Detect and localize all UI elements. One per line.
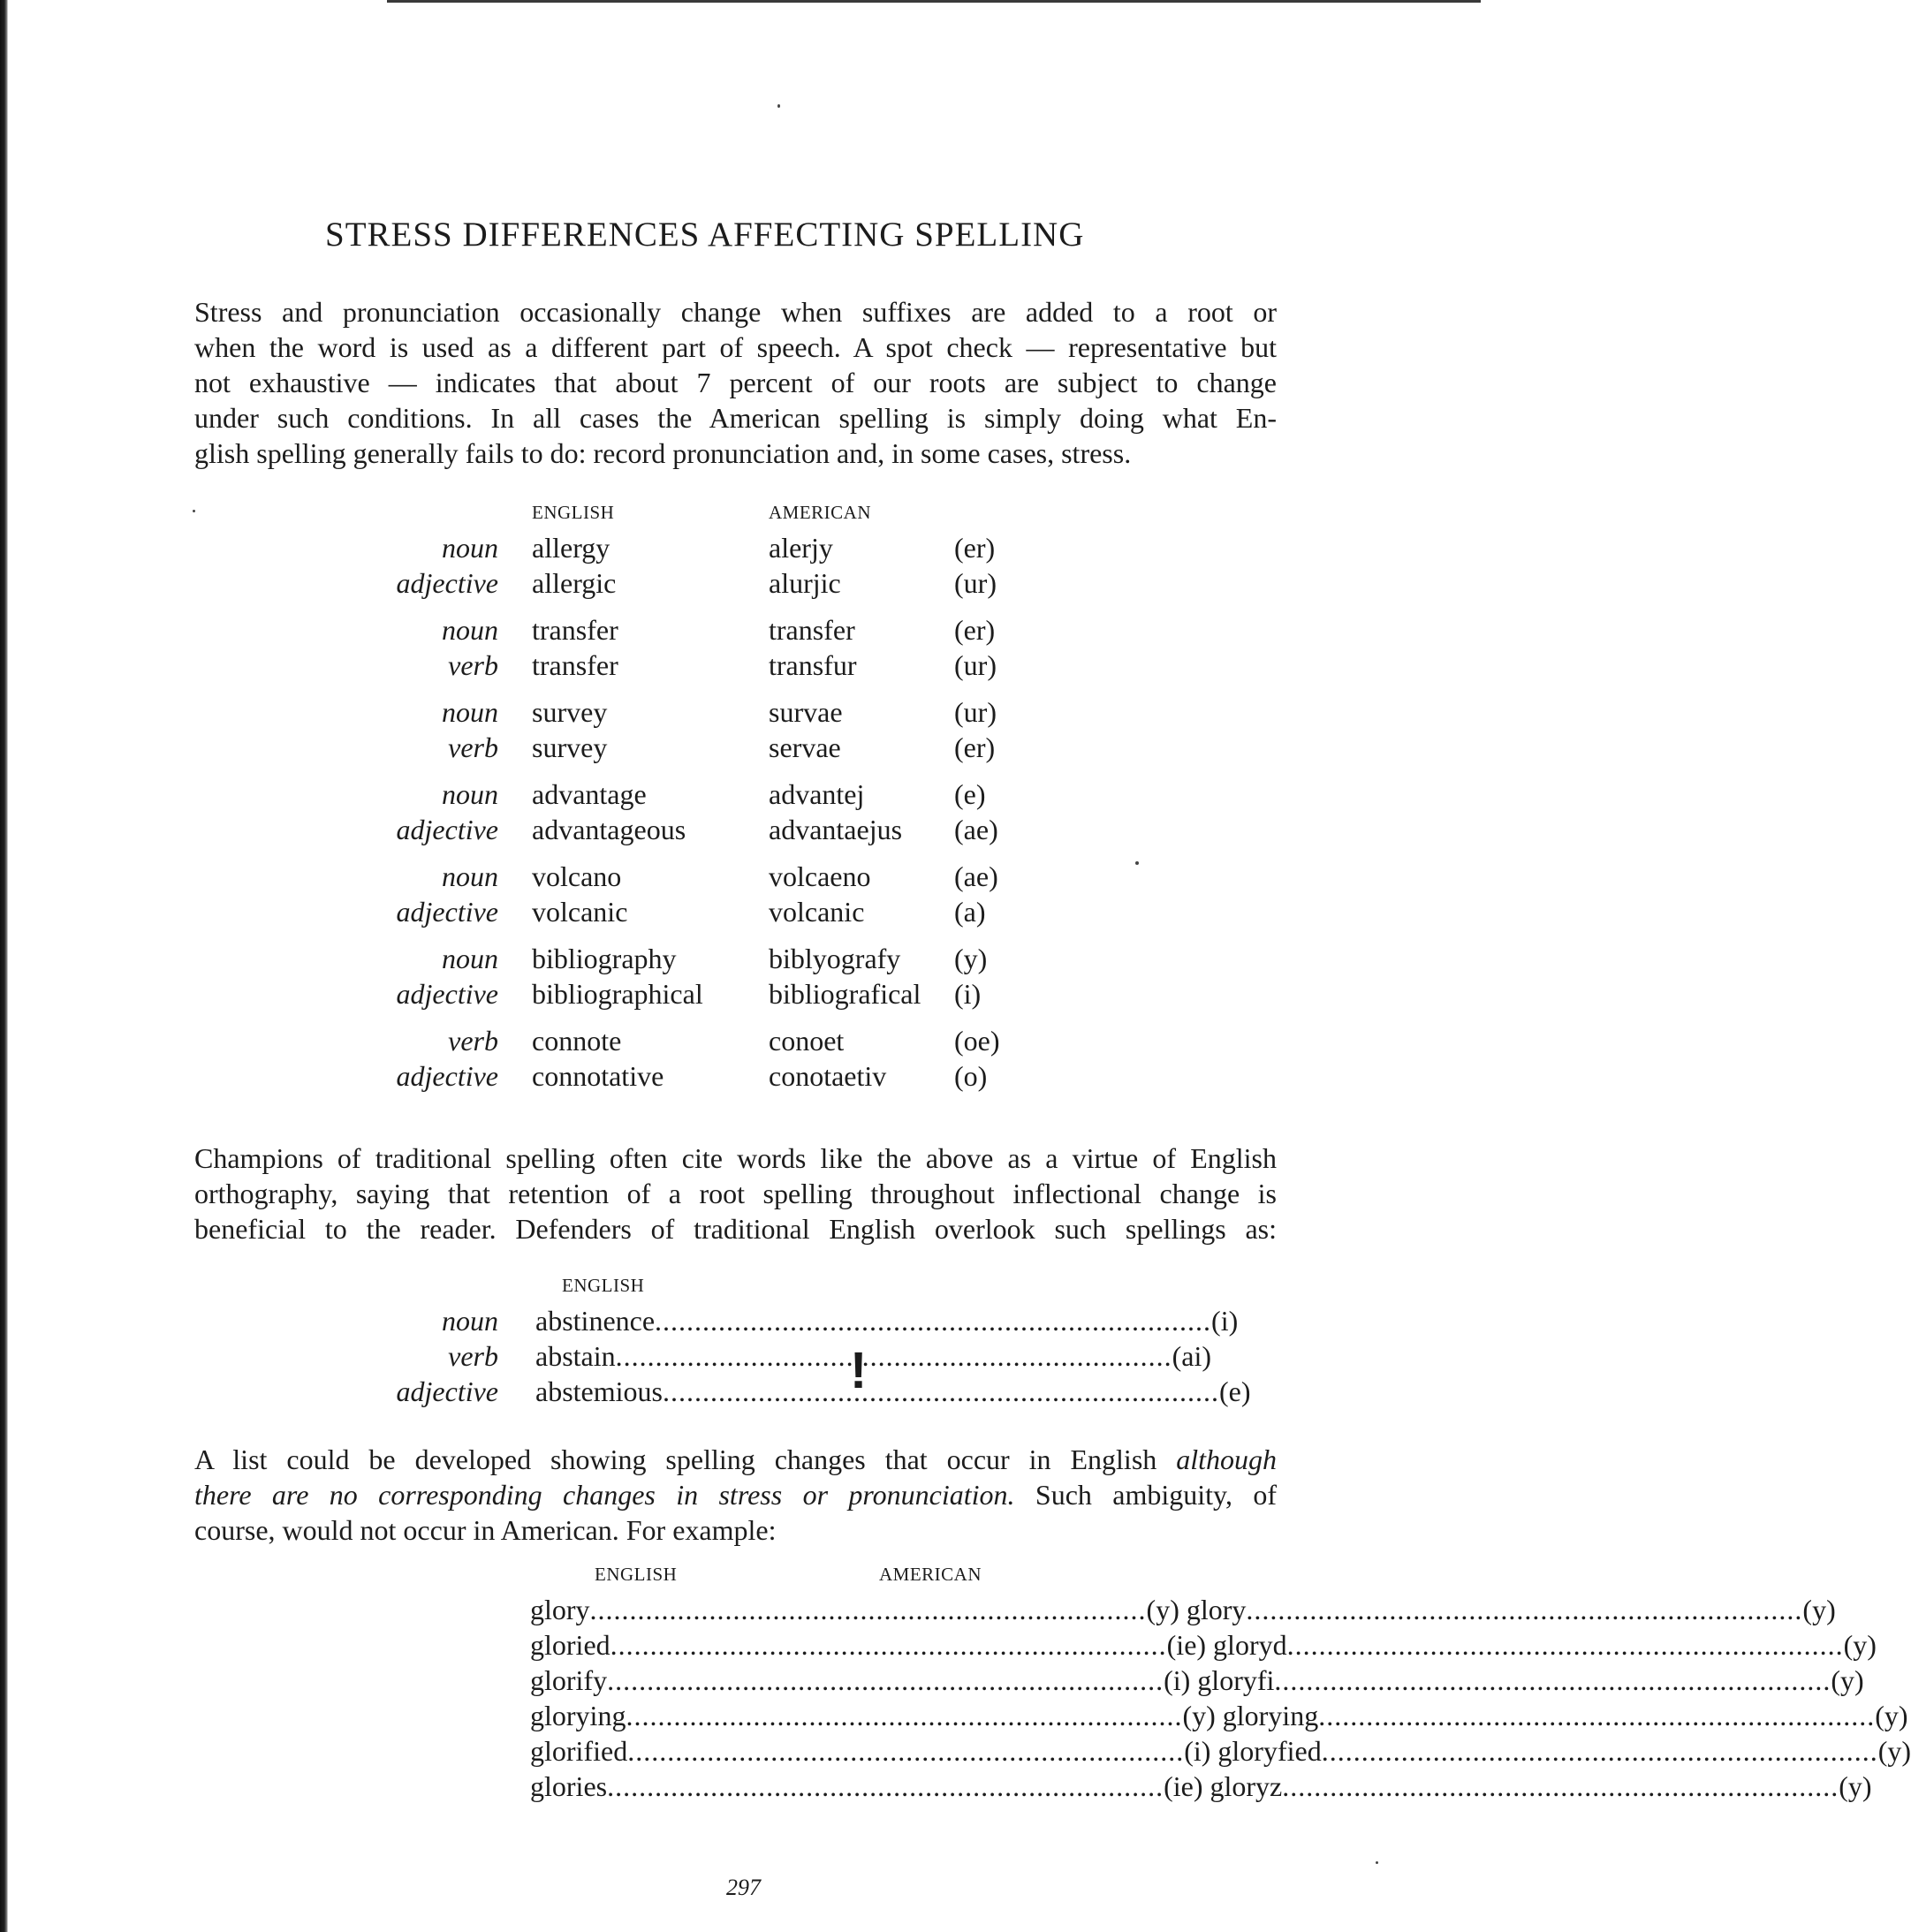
sound-label: (e) <box>954 778 986 810</box>
table-row <box>530 1592 1911 1627</box>
part-of-speech: verb <box>448 1340 498 1372</box>
sound-label: (ur) <box>954 567 997 599</box>
american-word: transfur <box>769 649 857 681</box>
dotted-entry <box>535 1374 1251 1409</box>
glory-table <box>530 1562 1911 1804</box>
sound-label: (er) <box>954 532 996 564</box>
glory-table-header <box>530 1562 1911 1592</box>
sound-label: (er) <box>954 614 996 646</box>
part-of-speech: adjective <box>396 978 498 1010</box>
dotted-entry <box>530 1594 1179 1625</box>
dotted-entry <box>1217 1735 1911 1767</box>
dotted-entry <box>530 1735 1210 1767</box>
part-of-speech: adjective <box>396 1375 498 1407</box>
leader-dots <box>1282 1770 1839 1802</box>
paragraph-line <box>194 1442 1277 1477</box>
leader-dots <box>1246 1594 1802 1625</box>
english-word: volcano <box>532 860 622 892</box>
english-word: transfer <box>532 614 618 646</box>
part-of-speech: noun <box>442 943 498 974</box>
text-segment: Such ambiguity, of <box>1014 1479 1278 1511</box>
leader-dots <box>627 1735 1184 1767</box>
table-row <box>530 1733 1911 1769</box>
table-row <box>530 1663 1911 1698</box>
table-row <box>530 1627 1911 1663</box>
english-word: abstain <box>535 1340 616 1372</box>
american-word: gloryd <box>1213 1629 1287 1661</box>
paragraph-line: Champions of traditional spelling often cite words like the above as a virtue of English <box>194 1142 1277 1174</box>
part-of-speech: noun <box>442 860 498 892</box>
sound-label: (y) <box>1831 1664 1864 1696</box>
column-header-english: ENGLISH <box>562 1275 645 1296</box>
english-word: abstemious <box>535 1375 663 1407</box>
paragraph-line: not exhaustive — indicates that about 7 percent of our roots are subject to change <box>194 367 1277 398</box>
part-of-speech: verb <box>448 649 498 681</box>
dotted-entry <box>1223 1700 1908 1731</box>
part-of-speech: noun <box>442 614 498 646</box>
sound-label: (i) <box>1211 1305 1239 1337</box>
champions-paragraph <box>194 1140 1277 1246</box>
dotted-entry <box>530 1629 1206 1661</box>
american-word: conotaetiv <box>769 1060 887 1092</box>
sound-label: (ie) <box>1164 1770 1203 1802</box>
top-rule <box>387 0 1481 3</box>
sound-label: (i) <box>1164 1664 1191 1696</box>
sound-label: (y) <box>1877 1735 1911 1767</box>
sound-label: (ae) <box>954 814 998 845</box>
american-word: servae <box>769 731 841 763</box>
sound-label: (a) <box>954 896 986 928</box>
leader-dots <box>663 1374 1219 1409</box>
italic-segment: there are no corresponding changes in stress or pronunciation. <box>194 1479 1015 1511</box>
sound-label: (ai) <box>1172 1340 1212 1372</box>
english-word: abstinence <box>535 1305 656 1337</box>
sound-label: (y) <box>1843 1629 1877 1661</box>
english-word: connote <box>532 1025 622 1057</box>
american-word: advantaejus <box>769 814 903 845</box>
leader-dots <box>607 1664 1164 1696</box>
table-row <box>530 1769 1911 1804</box>
dotted-entry <box>1213 1629 1877 1661</box>
sound-label: (y) <box>954 943 988 974</box>
page-title: STRESS DIFFERENCES AFFECTING SPELLING <box>325 216 1085 254</box>
english-word: glory <box>530 1594 590 1625</box>
speck <box>1376 1861 1378 1864</box>
leader-dots <box>610 1629 1167 1661</box>
part-of-speech: verb <box>448 1025 498 1057</box>
leader-dots <box>626 1700 1182 1731</box>
dotted-entry <box>1197 1664 1863 1696</box>
page-number: 297 <box>726 1875 761 1900</box>
american-word: glory <box>1186 1594 1247 1625</box>
sound-label: (ur) <box>954 696 997 728</box>
english-word: advantageous <box>532 814 686 845</box>
paragraph-line: orthography, saying that retention of a root spelling throughout inflectional change is <box>194 1178 1277 1209</box>
english-word: advantage <box>532 778 647 810</box>
dotted-entry <box>535 1303 1239 1338</box>
american-word: biblyografy <box>769 943 901 974</box>
paragraph-line: course, would not occur in American. For example: <box>194 1514 777 1546</box>
paragraph-line: under such conditions. In all cases the American spelling is simply doing what En- <box>194 402 1277 434</box>
leader-dots <box>1287 1629 1844 1661</box>
dotted-entry <box>535 1338 1212 1374</box>
american-word: gloryz <box>1210 1770 1283 1802</box>
part-of-speech: adjective <box>396 1060 498 1092</box>
american-word: alurjic <box>769 567 841 599</box>
speck <box>193 510 195 512</box>
sound-label: (ae) <box>954 860 998 892</box>
sound-label: (y) <box>1839 1770 1872 1802</box>
table-row <box>530 1698 1911 1733</box>
italic-segment: although <box>1176 1443 1277 1475</box>
column-header-american: AMERICAN <box>879 1564 982 1585</box>
intro-paragraph <box>194 294 1277 471</box>
american-word: volcanic <box>769 896 865 928</box>
sound-label: (y) <box>1146 1594 1179 1625</box>
leader-dots <box>607 1770 1164 1802</box>
part-of-speech: verb <box>448 731 498 763</box>
leader-dots <box>1274 1664 1831 1696</box>
text-segment: A list could be developed showing spelling changes that occur in English <box>194 1443 1177 1475</box>
part-of-speech: noun <box>442 1305 498 1337</box>
speck <box>1135 861 1139 865</box>
paragraph-line <box>194 1477 1277 1512</box>
american-word: advantej <box>769 778 865 810</box>
dotted-entry <box>530 1664 1190 1696</box>
leader-dots <box>1322 1735 1878 1767</box>
sound-label: (er) <box>954 731 996 763</box>
english-word: gloried <box>530 1629 610 1661</box>
part-of-speech: noun <box>442 778 498 810</box>
speck <box>777 104 780 108</box>
english-word: transfer <box>532 649 618 681</box>
sound-label: (y) <box>1182 1700 1216 1731</box>
column-header-american: AMERICAN <box>769 502 872 523</box>
leader-dots <box>1318 1700 1875 1731</box>
english-word: glories <box>530 1770 608 1802</box>
scan-edge <box>0 0 8 1932</box>
paragraph-line: Stress and pronunciation occasionally change when suffixes are added to a root or <box>194 296 1277 328</box>
sound-label: (ie) <box>1166 1629 1207 1661</box>
english-word: volcanic <box>532 896 628 928</box>
sound-label: (e) <box>1218 1375 1251 1407</box>
american-word: transfer <box>769 614 855 646</box>
english-word: connotative <box>532 1060 664 1092</box>
american-word: gloryfi <box>1197 1664 1275 1696</box>
sound-label: (y) <box>1802 1594 1836 1625</box>
dotted-entry <box>530 1770 1203 1802</box>
american-word: bibliografical <box>769 978 921 1010</box>
leader-dots <box>590 1594 1147 1625</box>
leader-dots <box>655 1303 1211 1338</box>
american-word: volcaeno <box>769 860 871 892</box>
dotted-entry <box>530 1700 1216 1731</box>
english-word: survey <box>532 696 608 728</box>
english-word: bibliographical <box>532 978 703 1010</box>
sound-label: (ur) <box>954 649 997 681</box>
english-word: allergic <box>532 567 617 599</box>
american-word: alerjy <box>769 532 833 564</box>
american-word: glorying <box>1222 1700 1319 1731</box>
paragraph-line: when the word is used as a different part of speech. A spot check — representative but <box>194 331 1277 363</box>
american-word: gloryfied <box>1217 1735 1322 1767</box>
column-header-english: ENGLISH <box>532 502 615 523</box>
english-word: glorify <box>530 1664 608 1696</box>
sound-label: (o) <box>954 1060 988 1092</box>
part-of-speech: noun <box>442 696 498 728</box>
sound-label: (i) <box>954 978 982 1010</box>
sound-label: (y) <box>1875 1700 1908 1731</box>
english-word: glorified <box>530 1735 628 1767</box>
paragraph-line: glish spelling generally fails to do: record pronunciation and, in some cases, stress. <box>194 437 1132 469</box>
english-word: survey <box>532 731 608 763</box>
part-of-speech: noun <box>442 532 498 564</box>
american-word: conoet <box>769 1025 845 1057</box>
column-header-english: ENGLISH <box>595 1564 678 1585</box>
sound-label: (i) <box>1184 1735 1211 1767</box>
part-of-speech: adjective <box>396 814 498 845</box>
english-word: allergy <box>532 532 610 564</box>
paragraph-line: beneficial to the reader. Defenders of traditional English overlook such spellings as: <box>194 1213 1277 1245</box>
leader-dots <box>616 1338 1172 1374</box>
english-word: bibliography <box>532 943 677 974</box>
list-paragraph <box>194 1442 1277 1548</box>
part-of-speech: adjective <box>396 896 498 928</box>
english-word: glorying <box>530 1700 626 1731</box>
american-word: survae <box>769 696 843 728</box>
exclamation-mark: ! <box>850 1342 868 1399</box>
dotted-entry <box>1187 1594 1836 1625</box>
dotted-entry <box>1210 1770 1872 1802</box>
part-of-speech: adjective <box>396 567 498 599</box>
sound-label: (oe) <box>954 1025 1000 1057</box>
